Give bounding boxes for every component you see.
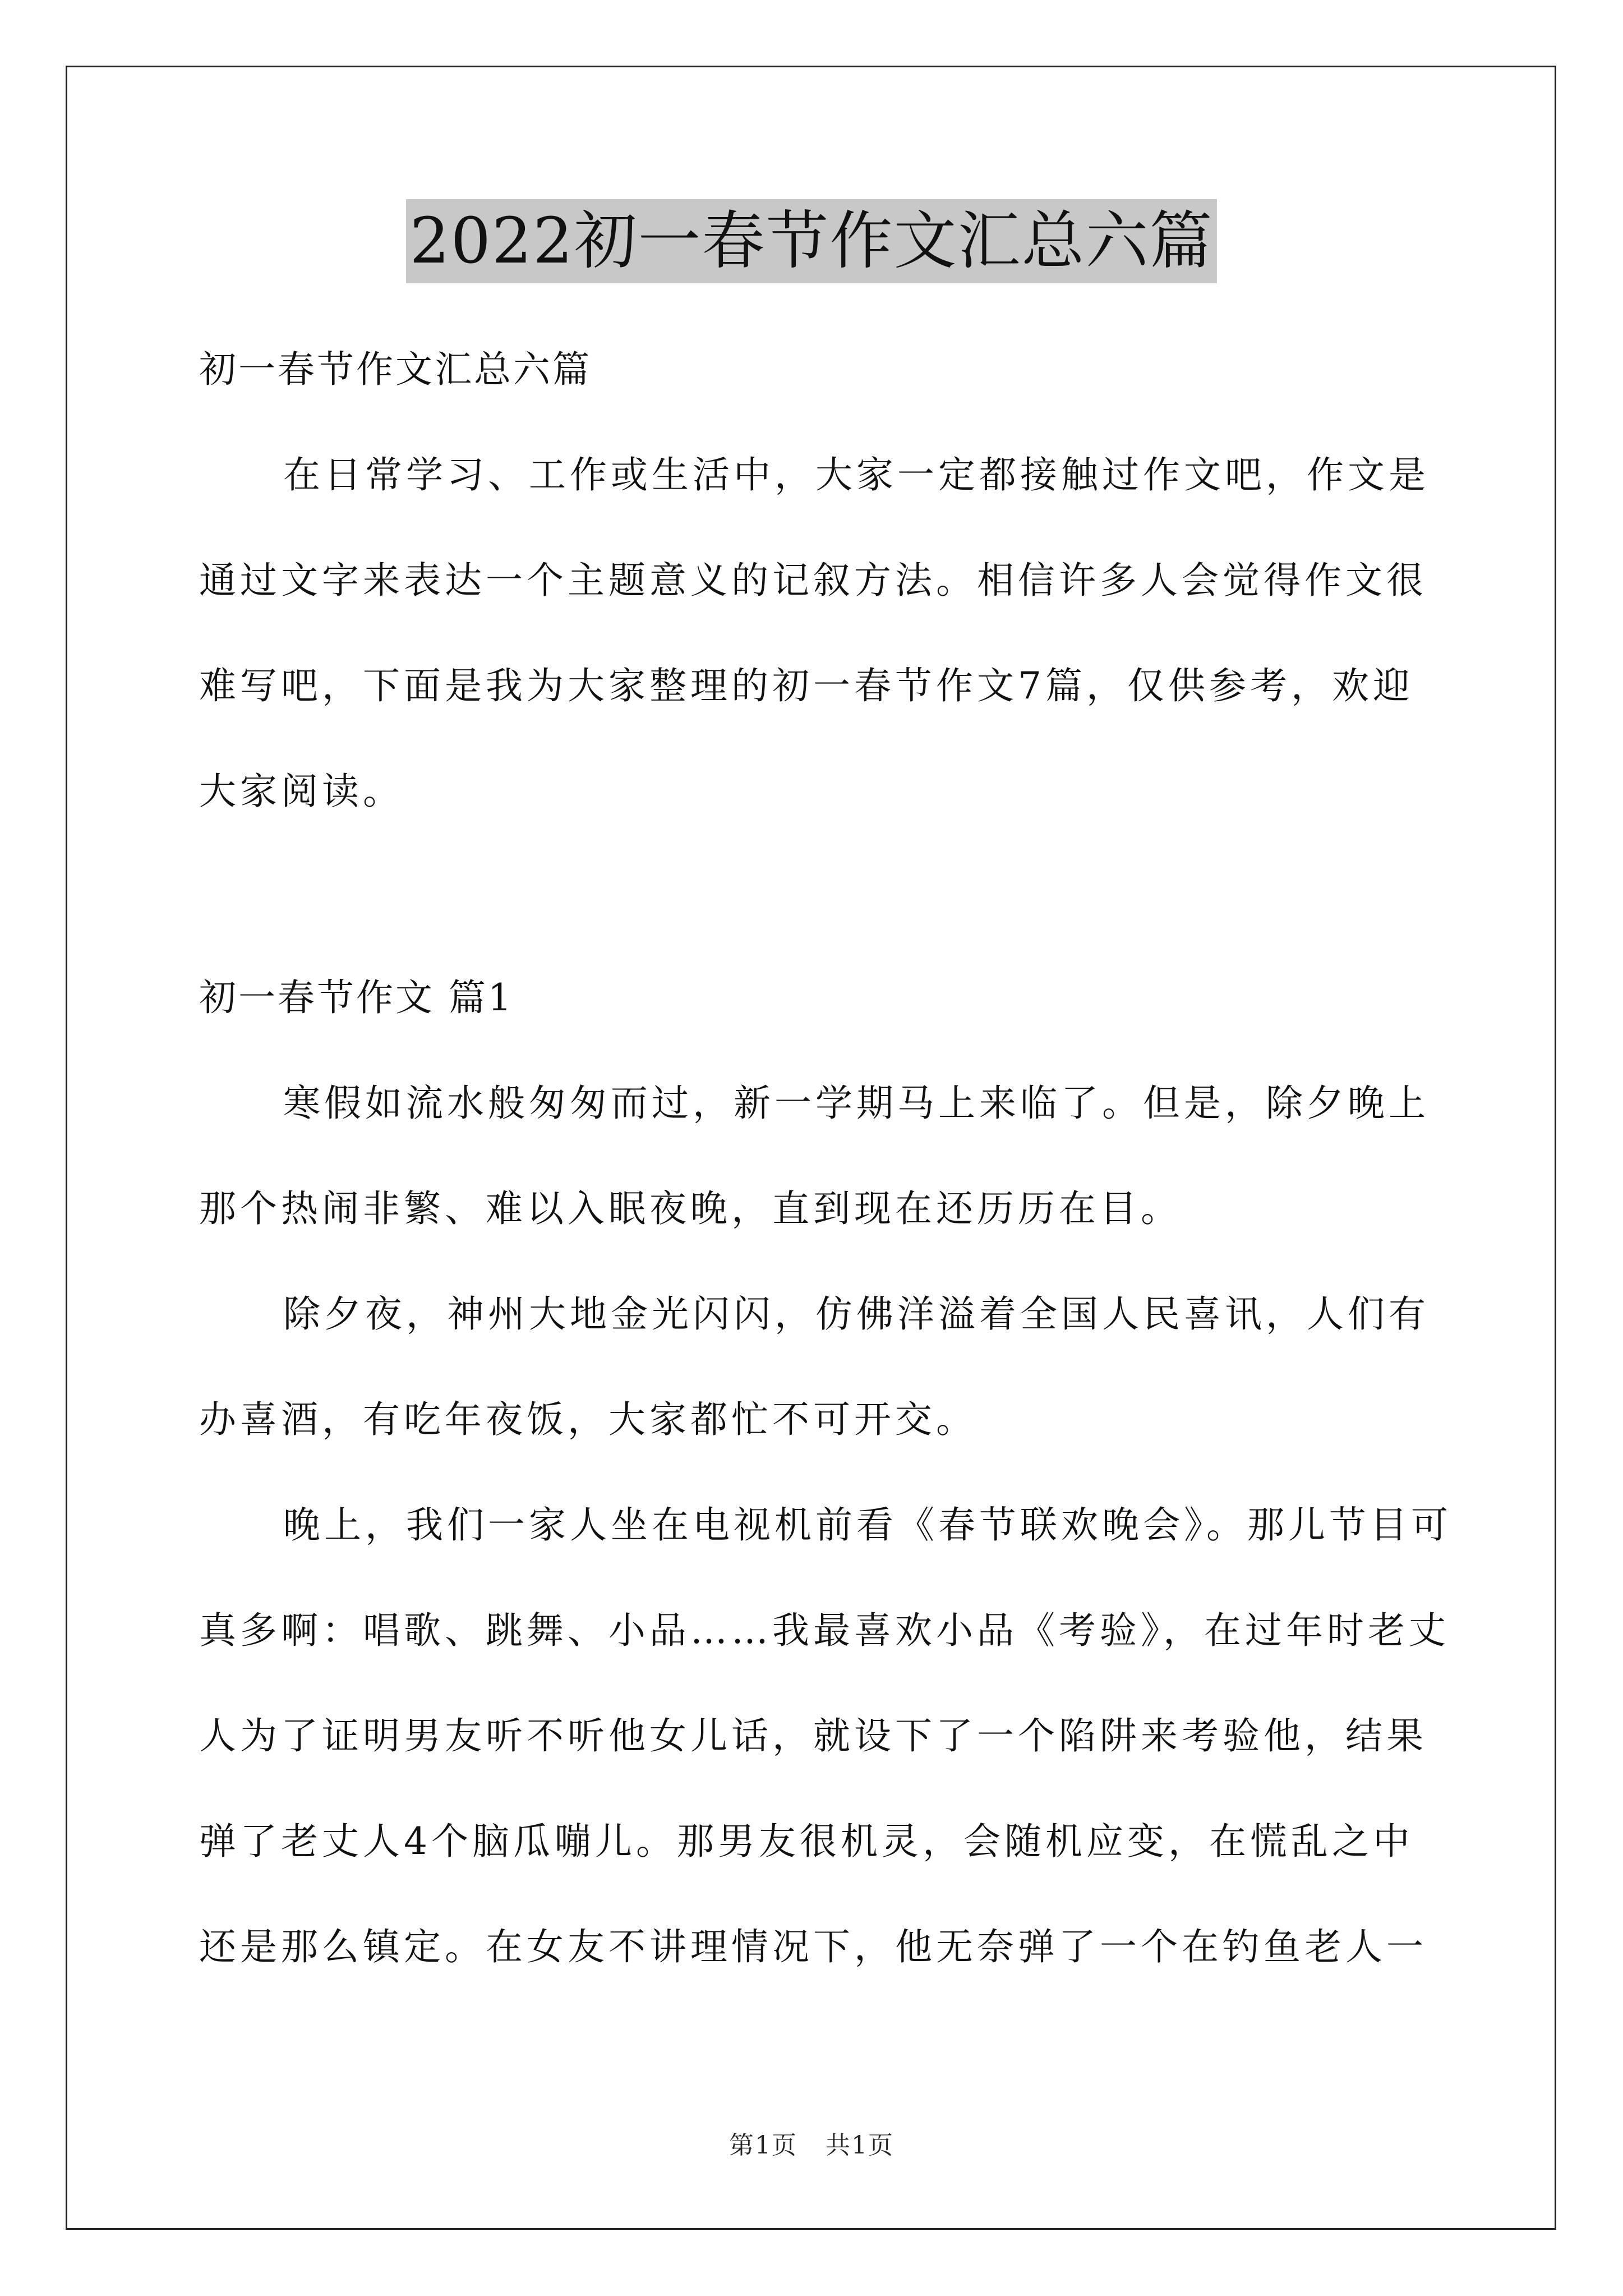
text-line: 人为了证明男友听不听他女儿话，就设下了一个陷阱来考验他，结果 xyxy=(199,1714,1427,1757)
text-line: 办喜酒，有吃年夜饭，大家都忙不可开交。 xyxy=(199,1398,977,1441)
document-title: 2022初一春节作文汇总六篇 xyxy=(406,199,1216,283)
text-line: 通过文字来表达一个主题意义的记叙方法。相信许多人会觉得作文很 xyxy=(199,559,1427,602)
section-heading: 初一春节作文 篇1 xyxy=(199,976,514,1019)
spacer xyxy=(199,844,1433,945)
text-line: 大家阅读。 xyxy=(199,770,404,813)
paragraph-3 xyxy=(199,1473,1452,2000)
text-line: 难写吧，下面是我为大家整理的初一春节作文7篇，仅供参考，欢迎 xyxy=(199,664,1414,707)
text-line: 真多啊：唱歌、跳舞、小品……我最喜欢小品《考验》，在过年时老丈 xyxy=(199,1609,1450,1652)
text-line: 那个热闹非繁、难以入眠夜晚，直到现在还历历在目。 xyxy=(199,1187,1182,1230)
intro-paragraph xyxy=(199,422,1433,844)
page-total: 共1页 xyxy=(826,2131,894,2160)
text-line: 除夕夜，神州大地金光闪闪，仿佛洋溢着全国人民喜讯，人们有 xyxy=(283,1292,1430,1336)
subtitle: 初一春节作文汇总六篇 xyxy=(199,348,592,391)
paragraph-2 xyxy=(199,1262,1433,1473)
page-number: 第1页 xyxy=(729,2131,797,2160)
paragraph-1 xyxy=(199,1051,1433,1262)
text-line: 寒假如流水般匆匆而过，新一学期马上来临了。但是，除夕晚上 xyxy=(283,1082,1430,1125)
text-line: 弹了老丈人4个脑瓜嘣儿。那男友很机灵，会随机应变，在慌乱之中 xyxy=(199,1820,1414,1863)
title-container xyxy=(0,199,1623,283)
text-line: 在日常学习、工作或生活中，大家一定都接触过作文吧，作文是 xyxy=(283,453,1430,496)
document-body xyxy=(199,317,1452,2000)
page-footer xyxy=(0,2129,1623,2162)
text-line: 晚上，我们一家人坐在电视机前看《春节联欢晚会》。那儿节目可 xyxy=(283,1503,1452,1547)
text-line: 还是那么镇定。在女友不讲理情况下，他无奈弹了一个在钓鱼老人一 xyxy=(199,1925,1427,1968)
